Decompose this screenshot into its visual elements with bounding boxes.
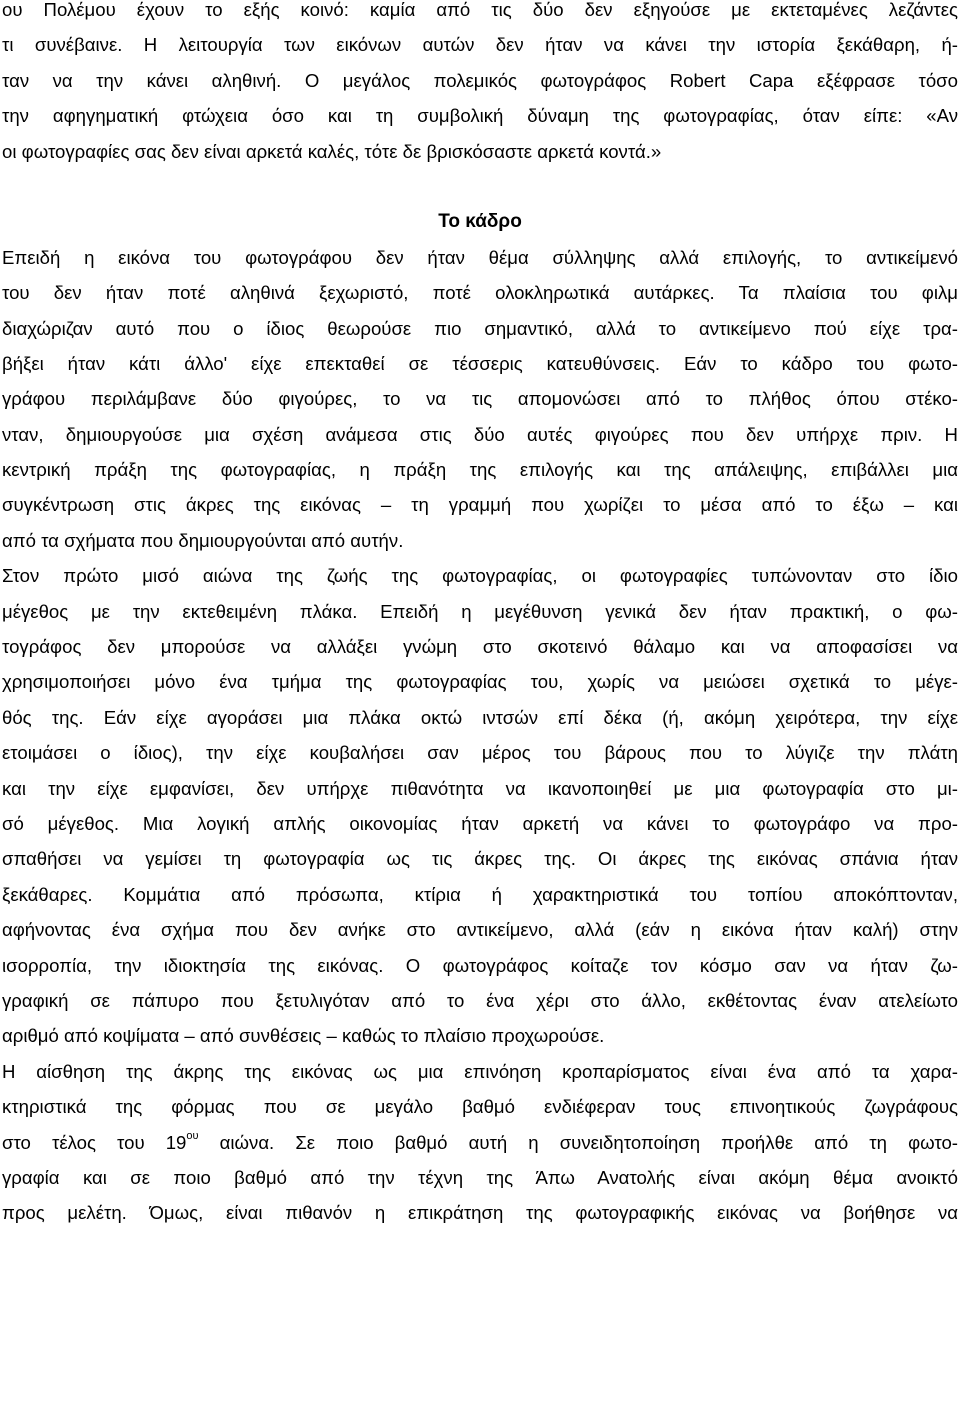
text-line: χρησιμοποιήσει μόνο ένα τμήμα της φωτογραφίας του, χωρίς να μειώσει σχετικά το μέγε- <box>2 671 958 693</box>
text-line: τογράφος δεν μπορούσε να αλλάξει γνώμη στο σκοτεινό θάλαμο και να αποφασίσει να <box>2 636 958 658</box>
text-line: ου Πολέμου έχουν το εξής κοινό: καμία από τις δύο δεν εξηγούσε με εκτεταμένες λεζάντες <box>2 0 958 20</box>
paragraph-3 <box>0 1054 960 1231</box>
text-line: προς μελέτη. Όμως, είναι πιθανόν η επικράτηση της φωτογραφικής εικόνας να βοήθησε να <box>2 1202 958 1224</box>
text-line: από τα σχήματα που δημιουργούνται από αυτήν. <box>2 529 404 551</box>
text-line: Επειδή η εικόνα του φωτογράφου δεν ήταν θέμα σύλληψης αλλά επιλογής, το αντικείμενό <box>2 246 958 268</box>
text-line: βήξει ήταν κάτι άλλο' είχε επεκταθεί σε τέσσερις κατευθύνσεις. Εάν το κάδρο του φωτο- <box>2 352 958 374</box>
paragraph-2 <box>0 558 960 1053</box>
text-line: αφήνοντας ένα σχήμα που δεν ανήκε στο αντικείμενο, αλλά (εάν η εικόνα ήταν καλή) στην <box>2 919 958 941</box>
text-line: αριθμό από κοψίματα – από συνθέσεις – καθώς το πλαίσιο προχωρούσε. <box>2 1025 605 1047</box>
text-line: κεντρική πράξη της φωτογραφίας, η πράξη της επιλογής και της απάλειψης, επιβάλλει μια <box>2 459 958 481</box>
text-line: νταν, δημιουργούσε μια σχέση ανάμεσα στις δύο αυτές φιγούρες που δεν υπήρχε πριν. Η <box>2 423 958 445</box>
text-line: γραφική σε πάπυρο που ξετυλιγόταν από το ένα χέρι στο άλλο, εκθέτοντας έναν ατελείωτο <box>2 989 958 1011</box>
text-line: συγκέντρωση στις άκρες της εικόνας – τη γραμμή που χωρίζει το μέσα από το έξω – και <box>2 494 958 516</box>
text-line: διαχώριζαν αυτό που ο ίδιος θεωρούσε πιο σημαντικό, αλλά το αντικείμενο πού είχε τρα- <box>2 317 958 339</box>
text-segment: αιώνα. Σε ποιο βαθμό αυτή η συνειδητοποίηση προήλθε από τη φωτο- <box>198 1131 958 1153</box>
text-line: Στον πρώτο μισό αιώνα της ζωής της φωτογραφίας, οι φωτογραφίες τυπώνονταν στο ίδιο <box>2 565 958 587</box>
text-line: ταν να την κάνει αληθινή. Ο μεγάλος πολεμικός φωτογράφος Robert Capa εξέφρασε τόσο <box>2 69 958 91</box>
text-line: την αφηγηματική φτώχεια όσο και τη συμβολική δύναμη της φωτογραφίας, όταν είπε: «Αν <box>2 105 958 127</box>
text-line: μέγεθος με την εκτεθειμένη πλάκα. Επειδή η μεγέθυνση γενικά δεν ήταν πρακτική, ο φω- <box>2 600 958 622</box>
text-line: του δεν ήταν ποτέ αληθινά ξεχωριστό, ποτέ ολοκληρωτικά αυτάρκες. Τα πλαίσια του φιλμ <box>2 282 958 304</box>
text-line: γραφία και σε ποιο βαθμό από την τέχνη της Άπω Ανατολής είναι ακόμη θέμα ανοικτό <box>2 1166 958 1188</box>
text-line: θός της. Εάν είχε αγοράσει μια πλάκα οκτώ ιντσών επί δέκα (ή, ακόμη χειρότερα, την είχε <box>2 706 958 728</box>
section-paragraph <box>0 240 960 559</box>
text-line: σό μέγεθος. Μια λογική απλής οικονομίας ήταν αρκετή να κάνει το φωτογράφο να προ- <box>2 812 958 834</box>
text-line: σπαθήσει να γεμίσει τη φωτογραφία ως τις άκρες της. Οι άκρες της εικόνας σπάνια ήταν <box>2 848 958 870</box>
superscript-ordinal: ου <box>186 1130 199 1143</box>
text-line: και την είχε εμφανίσει, δεν υπήρχε πιθανότητα να ικανοποιηθεί με μια φωτογραφία στο μι- <box>2 777 958 799</box>
section-heading: Το κάδρο <box>438 211 522 233</box>
text-line: τι συνέβαινε. Η λειτουργία των εικόνων αυτών δεν ήταν να κάνει την ιστορία ξεκάθαρη, ή- <box>2 34 958 56</box>
text-line: ετοιμάσει ο ίδιος), την είχε κουβαλήσει σαν μέρος του βάρους που το λύγιζε την πλάτη <box>2 742 958 764</box>
text-line-with-superscript <box>0 1125 960 1160</box>
text-line: ξεκάθαρες. Κομμάτια από πρόσωπα, κτίρια ή χαρακτηριστικά του τοπίου αποκόπτονταν, <box>2 883 958 905</box>
intro-paragraph <box>0 0 960 169</box>
text-line: οι φωτογραφίες σας δεν είναι αρκετά καλές, τότε δε βρισκόσαστε αρκετά κοντά.» <box>2 140 662 162</box>
spacer <box>0 169 960 204</box>
text-line: κτηριστικά της φόρμας που σε μεγάλο βαθμό ενδιέφεραν τους επινοητικούς ζωγράφους <box>2 1096 958 1118</box>
text-line: ισορροπία, την ιδιοκτησία της εικόνας. Ο φωτογράφος κοίταζε τον κόσμο σαν να ήταν ζω- <box>2 954 958 976</box>
text-line: Η αίσθηση της άκρης της εικόνας ως μια επινόηση κροπαρίσματος είναι ένα από τα χαρα- <box>2 1060 958 1082</box>
text-segment: στο τέλος του 19 <box>2 1131 187 1153</box>
text-line: γράφου περιλάμβανε δύο φιγούρες, το να τις απομονώσει από το πλήθος όπου στέκο- <box>2 388 958 410</box>
